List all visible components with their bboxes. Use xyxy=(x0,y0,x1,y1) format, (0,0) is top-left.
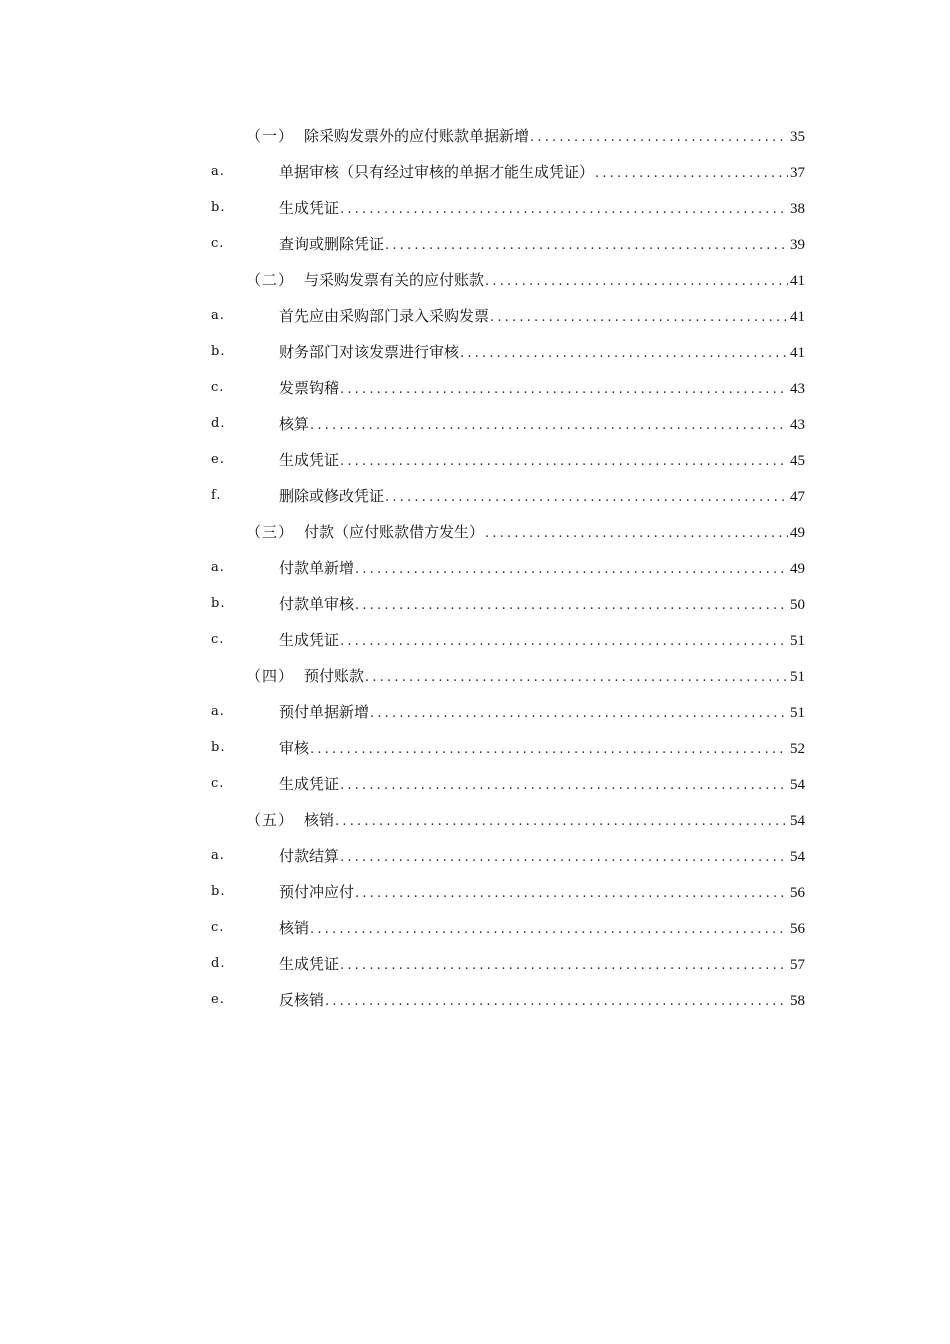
toc-page-number: 54 xyxy=(790,813,805,829)
toc-entry-title: 核算 xyxy=(279,415,310,433)
toc-entry-line xyxy=(279,190,805,228)
toc-item-entry[interactable] xyxy=(0,406,950,442)
toc-section-entry[interactable] xyxy=(0,262,950,298)
toc-item-marker: e. xyxy=(211,452,225,467)
toc-item-marker: a. xyxy=(211,560,225,575)
toc-entry-line xyxy=(279,334,805,372)
toc-entry-title: 删除或修改凭证 xyxy=(279,487,385,505)
toc-section-entry[interactable] xyxy=(0,118,950,154)
toc-section-number: （五） xyxy=(246,811,295,829)
toc-page-number: 56 xyxy=(790,921,805,937)
toc-entry-title: 除采购发票外的应付账款单据新增 xyxy=(304,127,530,145)
toc-entry-title: 财务部门对该发票进行审核 xyxy=(279,343,460,361)
dot-leader xyxy=(485,516,788,552)
toc-page-number: 50 xyxy=(790,597,805,613)
toc-entry-line xyxy=(246,658,805,696)
dot-leader xyxy=(530,120,788,156)
toc-entry-title: 发票钩稽 xyxy=(279,379,340,397)
dot-leader xyxy=(370,696,788,732)
dot-leader xyxy=(355,876,788,912)
toc-page-number: 45 xyxy=(790,453,805,469)
toc-item-entry[interactable] xyxy=(0,766,950,802)
toc-entry-title: 预付冲应付 xyxy=(279,883,355,901)
toc-page-number: 41 xyxy=(790,273,805,289)
toc-item-entry[interactable] xyxy=(0,982,950,1018)
toc-item-entry[interactable] xyxy=(0,730,950,766)
toc-item-entry[interactable] xyxy=(0,874,950,910)
dot-leader xyxy=(595,156,788,192)
toc-entry-title: 付款单新增 xyxy=(279,559,355,577)
toc-entry-title: 生成凭证 xyxy=(279,955,340,973)
toc-item-marker: b. xyxy=(211,740,226,755)
toc-item-marker: c. xyxy=(211,380,225,395)
toc-item-entry[interactable] xyxy=(0,370,950,406)
toc-section-number: （一） xyxy=(246,127,295,145)
dot-leader xyxy=(340,768,788,804)
toc-entry-line xyxy=(279,838,805,876)
dot-leader xyxy=(310,732,788,768)
toc-page-number: 37 xyxy=(790,165,805,181)
dot-leader xyxy=(335,804,788,840)
toc-item-entry[interactable] xyxy=(0,442,950,478)
toc-entry-title: 查询或删除凭证 xyxy=(279,235,385,253)
dot-leader xyxy=(340,948,788,984)
toc-item-marker: b. xyxy=(211,596,226,611)
toc-entry-line xyxy=(246,802,805,840)
dot-leader xyxy=(340,192,788,228)
toc-section-number: （四） xyxy=(246,667,295,685)
toc-entry-title: 生成凭证 xyxy=(279,631,340,649)
toc-entry-line xyxy=(279,694,805,732)
toc-page-number: 51 xyxy=(790,633,805,649)
toc-page-number: 47 xyxy=(790,489,805,505)
table-of-contents xyxy=(0,118,950,1018)
toc-item-marker: b. xyxy=(211,344,226,359)
toc-entry-line xyxy=(279,622,805,660)
toc-entry-line xyxy=(279,586,805,624)
toc-entry-title: 首先应由采购部门录入采购发票 xyxy=(279,307,490,325)
toc-item-entry[interactable] xyxy=(0,586,950,622)
toc-entry-line xyxy=(279,910,805,948)
toc-entry-line xyxy=(279,370,805,408)
dot-leader xyxy=(340,372,788,408)
toc-entry-line xyxy=(279,298,805,336)
toc-item-entry[interactable] xyxy=(0,334,950,370)
toc-item-marker: a. xyxy=(211,308,225,323)
toc-item-entry[interactable] xyxy=(0,478,950,514)
dot-leader xyxy=(485,264,788,300)
toc-item-entry[interactable] xyxy=(0,838,950,874)
toc-item-marker: b. xyxy=(211,884,226,899)
toc-section-entry[interactable] xyxy=(0,802,950,838)
toc-entry-title: 核销 xyxy=(304,811,335,829)
toc-entry-title: 付款（应付账款借方发生） xyxy=(304,523,485,541)
toc-entry-title: 预付账款 xyxy=(304,667,365,685)
toc-entry-title: 核销 xyxy=(279,919,310,937)
toc-item-entry[interactable] xyxy=(0,190,950,226)
toc-page-number: 41 xyxy=(790,309,805,325)
toc-page-number: 57 xyxy=(790,957,805,973)
toc-page-number: 51 xyxy=(790,669,805,685)
toc-entry-line xyxy=(279,730,805,768)
toc-page-number: 51 xyxy=(790,705,805,721)
dot-leader xyxy=(340,840,788,876)
toc-item-entry[interactable] xyxy=(0,154,950,190)
toc-entry-line xyxy=(279,442,805,480)
dot-leader xyxy=(355,588,788,624)
toc-item-marker: e. xyxy=(211,992,225,1007)
toc-item-entry[interactable] xyxy=(0,694,950,730)
toc-section-entry[interactable] xyxy=(0,658,950,694)
toc-item-marker: d. xyxy=(211,416,226,431)
toc-section-number: （三） xyxy=(246,523,295,541)
toc-section-number: （二） xyxy=(246,271,295,289)
toc-entry-title: 付款结算 xyxy=(279,847,340,865)
dot-leader xyxy=(385,228,788,264)
toc-item-marker: c. xyxy=(211,776,225,791)
toc-item-marker: a. xyxy=(211,164,225,179)
dot-leader xyxy=(310,912,788,948)
toc-item-marker: c. xyxy=(211,632,225,647)
toc-entry-line xyxy=(279,154,805,192)
toc-item-entry[interactable] xyxy=(0,298,950,334)
dot-leader xyxy=(340,444,788,480)
toc-entry-title: 反核销 xyxy=(279,991,325,1009)
toc-page-number: 43 xyxy=(790,417,805,433)
toc-item-marker: c. xyxy=(211,236,225,251)
toc-page-number: 38 xyxy=(790,201,805,217)
toc-entry-line xyxy=(246,514,805,552)
dot-leader xyxy=(340,624,788,660)
toc-entry-title: 生成凭证 xyxy=(279,199,340,217)
toc-entry-line xyxy=(246,118,805,156)
toc-entry-line xyxy=(246,262,805,300)
toc-entry-line xyxy=(279,550,805,588)
toc-entry-title: 预付单据新增 xyxy=(279,703,370,721)
dot-leader xyxy=(385,480,788,516)
toc-entry-line xyxy=(279,982,805,1020)
toc-page-number: 43 xyxy=(790,381,805,397)
toc-item-entry[interactable] xyxy=(0,550,950,586)
toc-item-marker: b. xyxy=(211,200,226,215)
toc-section-entry[interactable] xyxy=(0,514,950,550)
dot-leader xyxy=(310,408,788,444)
toc-page-number: 54 xyxy=(790,777,805,793)
toc-item-entry[interactable] xyxy=(0,226,950,262)
toc-page-number: 41 xyxy=(790,345,805,361)
toc-page-number: 54 xyxy=(790,849,805,865)
toc-entry-line xyxy=(279,874,805,912)
toc-page-number: 49 xyxy=(790,525,805,541)
toc-entry-title: 单据审核（只有经过审核的单据才能生成凭证） xyxy=(279,163,595,181)
toc-page-number: 56 xyxy=(790,885,805,901)
toc-entry-line xyxy=(279,946,805,984)
dot-leader xyxy=(490,300,788,336)
toc-item-marker: a. xyxy=(211,704,225,719)
toc-entry-title: 生成凭证 xyxy=(279,451,340,469)
dot-leader xyxy=(355,552,788,588)
toc-item-marker: a. xyxy=(211,848,225,863)
toc-item-entry[interactable] xyxy=(0,946,950,982)
toc-page-number: 49 xyxy=(790,561,805,577)
toc-item-entry[interactable] xyxy=(0,910,950,946)
toc-entry-line xyxy=(279,766,805,804)
dot-leader xyxy=(460,336,788,372)
toc-page-number: 35 xyxy=(790,129,805,145)
toc-item-marker: f. xyxy=(211,488,222,503)
toc-entry-title: 审核 xyxy=(279,739,310,757)
toc-entry-title: 付款单审核 xyxy=(279,595,355,613)
toc-entry-line xyxy=(279,406,805,444)
toc-page-number: 52 xyxy=(790,741,805,757)
dot-leader xyxy=(325,984,788,1020)
toc-entry-title: 生成凭证 xyxy=(279,775,340,793)
toc-item-marker: c. xyxy=(211,920,225,935)
toc-entry-line xyxy=(279,478,805,516)
toc-page-number: 58 xyxy=(790,993,805,1009)
toc-item-entry[interactable] xyxy=(0,622,950,658)
dot-leader xyxy=(365,660,788,696)
toc-page-number: 39 xyxy=(790,237,805,253)
toc-entry-title: 与采购发票有关的应付账款 xyxy=(304,271,485,289)
toc-item-marker: d. xyxy=(211,956,226,971)
toc-entry-line xyxy=(279,226,805,264)
